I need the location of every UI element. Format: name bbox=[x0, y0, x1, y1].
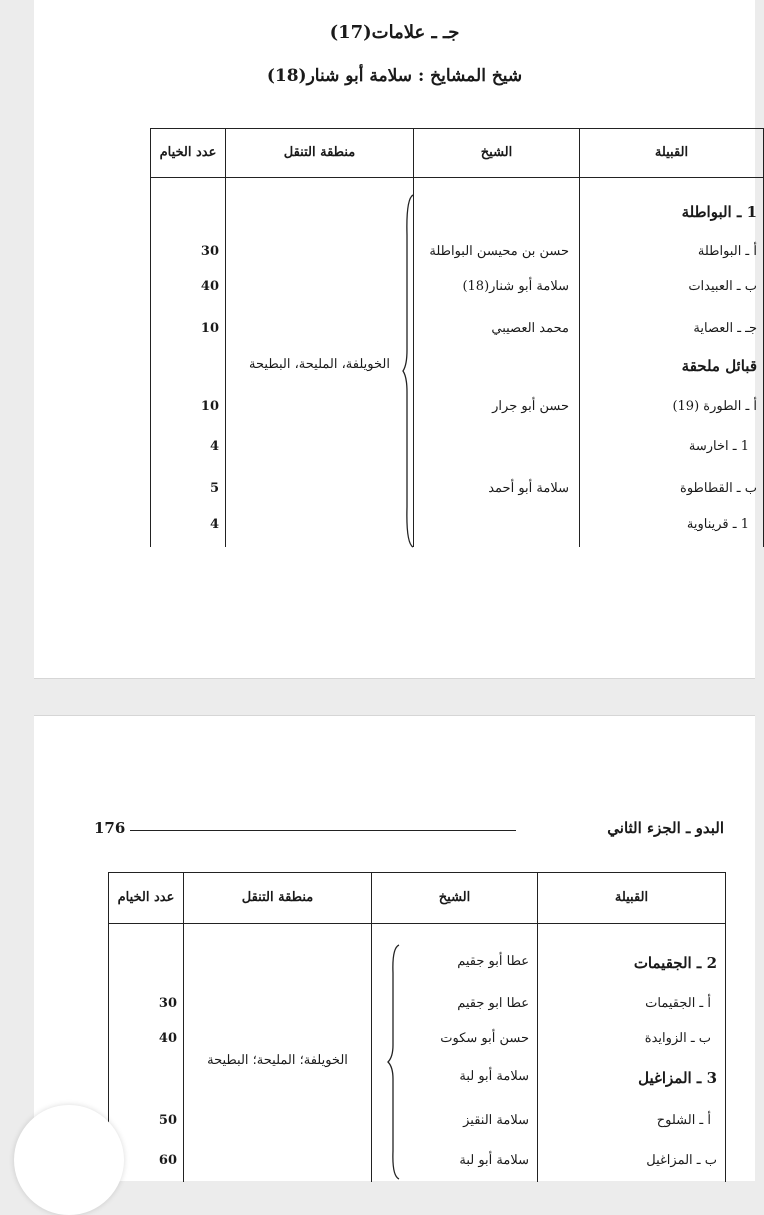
tribe-cell: 3 ـ المزاغيل bbox=[638, 1069, 717, 1087]
sheikh-cell: عطا ابو جقيم bbox=[457, 996, 529, 1011]
section-title: جـ ـ علامات(17) bbox=[329, 22, 460, 43]
tribe-cell: 1 ـ البواطلة bbox=[681, 203, 757, 221]
header-region: منطقة التنقل bbox=[241, 890, 314, 905]
tents-cell: 60 bbox=[158, 1153, 177, 1168]
header-tribe: القبيلة bbox=[614, 890, 649, 905]
region-cell: الخويلفة؛ المليحة؛ البطيحة bbox=[207, 1053, 348, 1068]
tribe-cell: ب ـ القطاطوة bbox=[680, 481, 757, 496]
tribe-cell: 1 ـ اخارسة bbox=[688, 439, 749, 454]
header-tents: عدد الخيام bbox=[159, 145, 217, 160]
tribe-cell: أ ـ البواطلة bbox=[697, 244, 757, 259]
tribe-cell: قبائل ملحقة bbox=[681, 357, 757, 375]
tents-cell: 40 bbox=[200, 279, 219, 294]
header-tribe: القبيلة bbox=[654, 145, 689, 160]
tents-cell: 50 bbox=[158, 1113, 177, 1128]
tribe-cell: ب ـ المزاغيل bbox=[646, 1153, 717, 1168]
header-tents: عدد الخيام bbox=[117, 890, 175, 905]
sheikh-cell: عطا أبو جقيم bbox=[457, 954, 529, 969]
running-header bbox=[94, 819, 724, 841]
header-sheikh: الشيخ bbox=[480, 145, 513, 160]
sheikh-cell: سلامة أبو شنار(18) bbox=[462, 279, 569, 294]
sheikh-cell: سلامة أبو لبة bbox=[459, 1069, 529, 1084]
sheikh-cell: محمد العصيبي bbox=[491, 321, 569, 336]
tents-cell: 40 bbox=[158, 1031, 177, 1046]
tribe-cell: ب ـ الزوايدة bbox=[644, 1031, 711, 1046]
tents-cell: 10 bbox=[200, 399, 219, 414]
section-subtitle: شيخ المشايخ : سلامة أبو شنار(18) bbox=[266, 66, 523, 86]
tents-cell: 4 bbox=[209, 439, 219, 454]
tents-cell: 10 bbox=[200, 321, 219, 336]
brace-icon bbox=[387, 945, 401, 1179]
tents-cell: 5 bbox=[209, 481, 219, 496]
tents-cell: 4 bbox=[209, 517, 219, 532]
sheikh-cell: حسن أبو سكوت bbox=[440, 1031, 529, 1046]
document-page-2 bbox=[34, 715, 755, 1181]
tribe-cell: 1 ـ قريناوية bbox=[686, 517, 749, 532]
header-region: منطقة التنقل bbox=[283, 145, 356, 160]
floating-circle-button[interactable] bbox=[14, 1105, 124, 1215]
sheikh-cell: حسن بن محيسن البواطلة bbox=[429, 244, 569, 259]
document-page-1 bbox=[34, 0, 755, 679]
sheikh-cell: سلامة أبو أحمد bbox=[488, 481, 569, 496]
book-title: البدو ـ الجزء الثاني bbox=[607, 819, 724, 837]
header-sheikh: الشيخ bbox=[438, 890, 471, 905]
tents-cell: 30 bbox=[200, 244, 219, 259]
tribes-table-2 bbox=[108, 872, 726, 1182]
tribe-cell: جـ ـ العصاية bbox=[693, 321, 757, 336]
page-number: 176 bbox=[94, 819, 126, 837]
sheikh-cell: سلامة أبو لبة bbox=[459, 1153, 529, 1168]
region-cell: الخويلفة، المليحة، البطيحة bbox=[249, 357, 390, 372]
tribe-cell: 2 ـ الجقيمات bbox=[633, 954, 717, 972]
tribe-cell: أ ـ الطورة (19) bbox=[672, 399, 757, 414]
tents-cell: 30 bbox=[158, 996, 177, 1011]
header-rule bbox=[130, 830, 516, 831]
tribe-cell: أ ـ الشلوح bbox=[656, 1113, 711, 1128]
tribe-cell: أ ـ الجقيمات bbox=[645, 996, 711, 1011]
sheikh-cell: حسن أبو جرار bbox=[492, 399, 569, 414]
sheikh-cell: سلامة النقيز bbox=[463, 1113, 529, 1128]
tribe-cell: ب ـ العبيدات bbox=[688, 279, 757, 294]
tribes-table-1 bbox=[150, 128, 764, 547]
